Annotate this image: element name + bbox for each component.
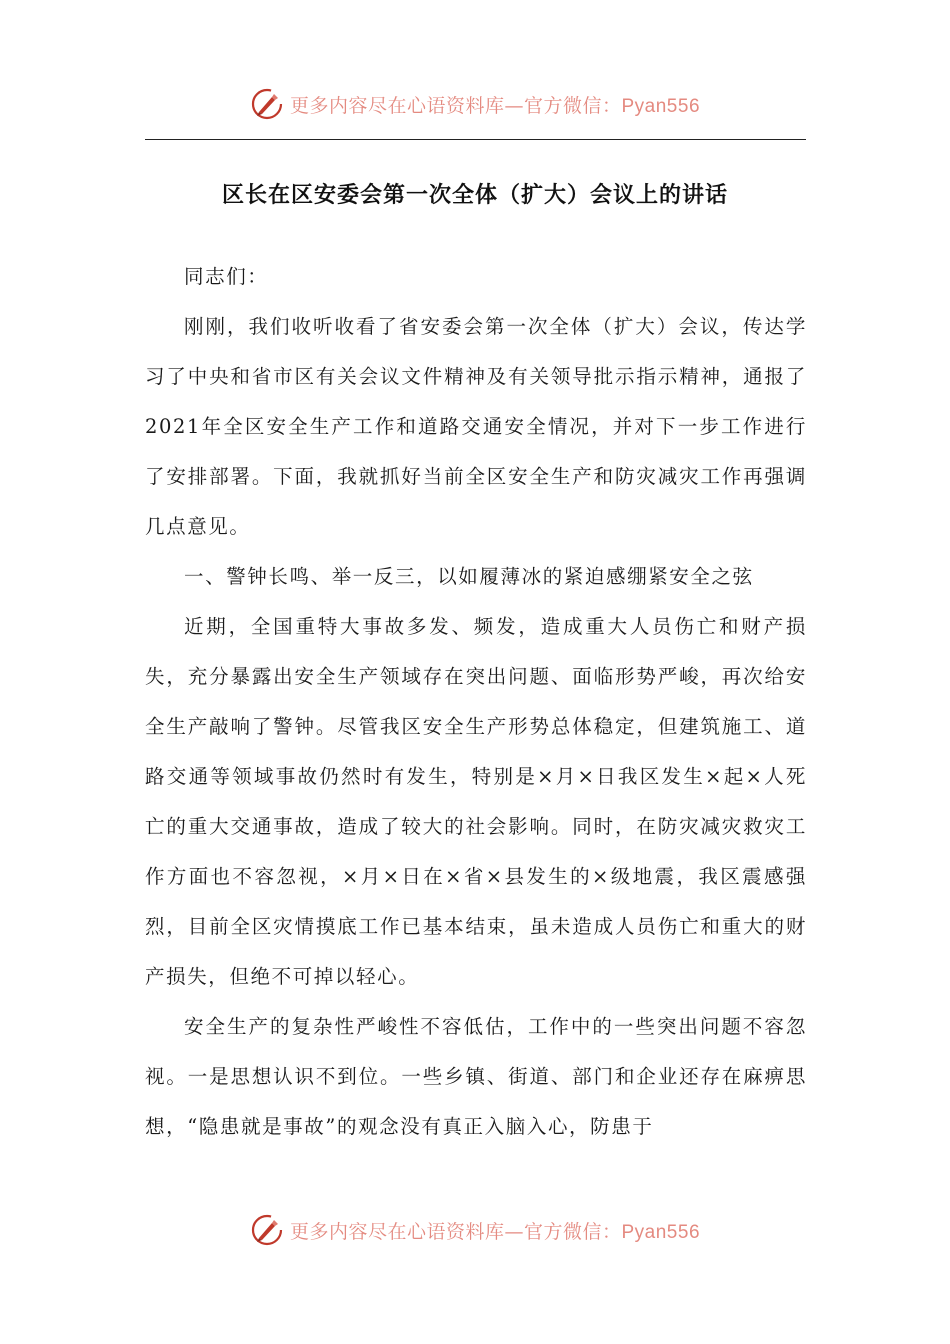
watermark-text: 更多内容尽在心语资料库—官方微信：Pyan556	[289, 1220, 701, 1243]
paragraph: 安全生产的复杂性严峻性不容低估，工作中的一些突出问题不容忽视。一是思想认识不到位。一些乡镇、街道、部门和企业还存在麻痹思想，“隐患就是事故”的观念没有真正入脑入心，防患于	[145, 1015, 807, 1138]
section-heading: 一、警钟长鸣、举一反三，以如履薄冰的紧迫感绷紧安全之弦	[184, 565, 754, 588]
document-title: 区长在区安委会第一次全体（扩大）会议上的讲话	[221, 183, 728, 208]
paragraph: 刚刚，我们收听收看了省安委会第一次全体（扩大）会议，传达学习了中央和省市区有关会议文件精神及有关领导批示指示精神，通报了2021年全区安全生产工作和道路交通安全情况，并对下一步工作进行了安排部署。下面，我就抓好当前全区安全生产和防灾减灾工作再强调几点意见。	[145, 315, 807, 538]
document-body	[145, 252, 807, 1152]
header-divider	[145, 139, 806, 140]
watermark-text: 更多内容尽在心语资料库—官方微信：Pyan556	[289, 94, 701, 117]
footer-watermark	[0, 1210, 950, 1250]
pen-logo-icon	[250, 1213, 284, 1247]
pen-logo-icon	[250, 87, 284, 121]
header-watermark	[0, 84, 950, 124]
salutation: 同志们：	[184, 265, 269, 288]
paragraph: 近期，全国重特大事故多发、频发，造成重大人员伤亡和财产损失，充分暴露出安全生产领域存在突出问题、面临形势严峻，再次给安全生产敲响了警钟。尽管我区安全生产形势总体稳定，但建筑施工、道路交通等领域事故仍然时有发生，特别是×月×日我区发生×起×人死亡的重大交通事故，造成了较大的社会影响。同时，在防灾减灾救灾工作方面也不容忽视，×月×日在×省×县发生的×级地震，我区震感强烈，目前全区灾情摸底工作已基本结束，虽未造成人员伤亡和重大的财产损失，但绝不可掉以轻心。	[145, 615, 807, 988]
